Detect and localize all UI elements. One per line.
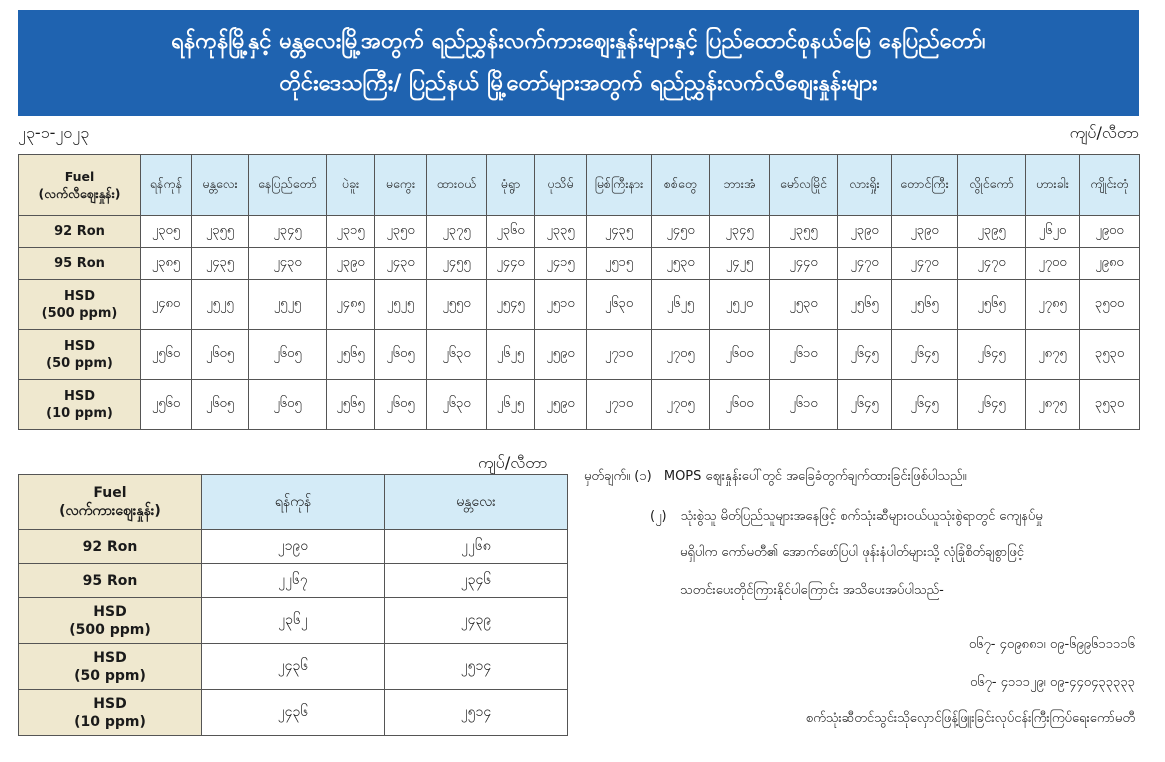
price-cell: ၂၄၈၀ [141, 280, 192, 330]
price-row [19, 330, 1140, 380]
price-row [19, 280, 1140, 330]
fuel-type-spec: (50 ppm) [74, 667, 146, 684]
price-cell: ၂၅၁၀ [535, 280, 587, 330]
price-cell: ၂၃၉၀ [327, 248, 375, 280]
price-cell: ၂၃၉၀ [838, 216, 892, 248]
fuel-type-name: HSD [63, 288, 96, 304]
fuel-type-name: 95 Ron [54, 256, 105, 271]
price-cell: ၂၅၁၄ [385, 644, 568, 690]
date-label: ၂၃-၁-၂၀၂၃ [18, 123, 90, 142]
city-header: လွိုင်ကော် [958, 155, 1026, 216]
price-cell: ၂၄၅၅ [427, 248, 487, 280]
price-cell: ၂၇၁၀ [587, 380, 652, 430]
city-header: နေပြည်တော် [249, 155, 327, 216]
city-header: မန္တလေး [385, 475, 568, 530]
fuel-type-name: HSD [93, 649, 127, 666]
price-cell: ၂၆၂၅ [487, 380, 535, 430]
price-cell: ၂၄၇၀ [958, 248, 1026, 280]
fuel-header-text: Fuel [64, 169, 95, 184]
fuel-type-name: HSD [63, 388, 96, 404]
note-2-number: (၂) [650, 509, 667, 524]
fuel-type-cell [19, 564, 202, 598]
city-header: မန္တလေး [192, 155, 249, 216]
fuel-type-cell [19, 690, 202, 736]
city-header: ကျိုင်းတုံ [1080, 155, 1140, 216]
price-cell: ၂၆၄၅ [838, 380, 892, 430]
price-cell: ၂၈၇၅ [1026, 330, 1080, 380]
price-cell: ၂၇၀၀ [1026, 248, 1080, 280]
price-cell: ၂၄၃၉ [385, 598, 568, 644]
retail-price-table [18, 154, 1140, 430]
fuel-type-cell [19, 598, 202, 644]
price-cell: ၂၂၆၈ [385, 530, 568, 564]
price-cell: ၂၅၆၅ [838, 280, 892, 330]
price-cell: ၂၅၉၀ [535, 380, 587, 430]
fuel-type-cell [19, 330, 141, 380]
price-row [19, 380, 1140, 430]
price-cell: ၂၃၄၅ [710, 216, 770, 248]
price-row [19, 248, 1140, 280]
price-cell: ၂၆၂၀ [1026, 216, 1080, 248]
price-cell: ၂၆၃၀ [587, 280, 652, 330]
wholesale-price-table [18, 474, 568, 736]
price-cell: ၂၉၀၀ [1080, 216, 1140, 248]
committee-name: စက်သုံးဆီတင်သွင်းသိုလှောင်ဖြန့်ဖြူးခြင်းလုပ်ငန်းကြီးကြပ်ရေးကော်မတီ [805, 711, 1135, 726]
price-row [19, 530, 568, 564]
city-header: ထားဝယ် [427, 155, 487, 216]
price-cell: ၂၅၃၀ [770, 280, 838, 330]
price-cell: ၂၆၀၀ [710, 330, 770, 380]
price-cell: ၂၆၀၅ [249, 330, 327, 380]
notes-label: မှတ်ချက်။ [584, 469, 631, 484]
price-cell: ၂၄၃၅ [192, 248, 249, 280]
price-cell: ၂၆၄၅ [838, 330, 892, 380]
price-cell: ၂၅၆၅ [892, 280, 958, 330]
price-cell: ၂၄၇၀ [838, 248, 892, 280]
fuel-type-spec: (500 ppm) [69, 621, 151, 638]
price-cell: ၂၆၁၀ [770, 330, 838, 380]
phone-line-1: ၀၆၇- ၄၀၉၈၈၁၊ ၀၉-၆၉၉၆၁၁၁၁၆ [968, 637, 1135, 652]
price-cell: ၂၅၆၅ [958, 280, 1026, 330]
fuel-header-subtext: (လက်လီဈေးနှုန်း) [38, 186, 121, 201]
price-cell: ၂၅၆၀ [141, 330, 192, 380]
price-cell: ၂၃၉၀ [892, 216, 958, 248]
price-cell: ၂၆၀၅ [192, 380, 249, 430]
note-2 [650, 508, 1043, 527]
price-cell: ၂၃၁၅ [327, 216, 375, 248]
note-1-number: (၁) [634, 469, 652, 484]
price-cell: ၂၅၆၅ [327, 380, 375, 430]
price-cell: ၂၂၆၇ [202, 564, 385, 598]
price-cell: ၂၇၀၅ [652, 380, 710, 430]
price-cell: ၂၆၄၅ [958, 330, 1026, 380]
price-cell: ၂၅၉၀ [535, 330, 587, 380]
fuel-type-name: HSD [93, 695, 127, 712]
city-header: ပဲခူး [327, 155, 375, 216]
city-header: မကွေး [375, 155, 427, 216]
fuel-header-subtext: (လက်ကားဈေးနှုန်း) [59, 503, 161, 519]
price-cell: ၂၆၀၅ [249, 380, 327, 430]
price-cell: ၂၆၀၀ [710, 380, 770, 430]
fuel-type-name: HSD [63, 338, 96, 354]
price-cell: ၂၆၂၅ [487, 330, 535, 380]
price-cell: ၂၅၅၀ [427, 280, 487, 330]
price-cell: ၂၃၄၅ [249, 216, 327, 248]
phone-line-2: ၀၆၇- ၄၁၁၁၂၉၊ ၀၉-၄၄၀၄၃၃၃၃၃ [969, 675, 1135, 690]
price-cell: ၃၅၃၀ [1080, 380, 1140, 430]
fuel-type-spec: (10 ppm) [46, 405, 113, 421]
price-cell: ၂၄၇၀ [892, 248, 958, 280]
price-cell: ၂၄၄၀ [487, 248, 535, 280]
price-cell: ၂၃၃၅ [535, 216, 587, 248]
retail-header-row [19, 155, 1140, 216]
fuel-type-name: 95 Ron [82, 572, 138, 589]
price-cell: ၂၃၆၂ [202, 598, 385, 644]
title-banner [18, 10, 1139, 116]
fuel-column-header [19, 475, 202, 530]
price-cell: ၂၃၄၆ [385, 564, 568, 598]
price-cell: ၃၅၀၀ [1080, 280, 1140, 330]
note-1-text: MOPS ဈေးနှုန်းပေါ်တွင် အခြေခံတွက်ချက်ထားခြင်းဖြစ်ပါသည်။ [663, 469, 967, 484]
price-cell: ၂၉၈၀ [1080, 248, 1140, 280]
city-header: ရန်ကုန် [202, 475, 385, 530]
price-row [19, 690, 568, 736]
price-cell: ၂၆၃၀ [427, 330, 487, 380]
fuel-column-header [19, 155, 141, 216]
city-header: မြစ်ကြီးနား [587, 155, 652, 216]
price-cell: ၂၆၄၅ [892, 380, 958, 430]
city-header: ရန်ကုန် [141, 155, 192, 216]
price-cell: ၂၄၃၆ [202, 644, 385, 690]
city-header: မော်လမြိုင် [770, 155, 838, 216]
price-cell: ၂၄၁၅ [535, 248, 587, 280]
price-cell: ၂၃၇၅ [427, 216, 487, 248]
city-header: တောင်ကြီး [892, 155, 958, 216]
price-cell: ၂၆၁၀ [770, 380, 838, 430]
wholesale-header-row [19, 475, 568, 530]
price-cell: ၂၅၁၄ [385, 690, 568, 736]
fuel-type-name: 92 Ron [54, 224, 105, 239]
price-row [19, 598, 568, 644]
retail-unit-label: ကျပ်/လီတာ [1069, 123, 1139, 142]
fuel-type-cell [19, 530, 202, 564]
price-row [19, 564, 568, 598]
price-cell: ၂၄၃၀ [249, 248, 327, 280]
city-header: ပုသိမ် [535, 155, 587, 216]
wholesale-unit-label: ကျပ်/လီတာ [478, 453, 548, 472]
price-cell: ၂၄၅၀ [652, 216, 710, 248]
price-cell: ၂၆၀၅ [192, 330, 249, 380]
price-cell: ၂၁၉၀ [202, 530, 385, 564]
price-cell: ၂၅၆၅ [327, 330, 375, 380]
city-header: လားရှိုး [838, 155, 892, 216]
price-cell: ၂၅၄၅ [487, 280, 535, 330]
note-2-line-3: သတင်းပေးတိုင်ကြားနိုင်ပါကြောင်း အသိပေးအပ်ပါသည်- [680, 583, 944, 598]
price-cell: ၂၇၈၅ [1026, 280, 1080, 330]
note-2-line-1: သုံးစွဲသူ မိတ်ပြည်သူများအနေဖြင့် စက်သုံးဆီများဝယ်ယူသုံးစွဲရာတွင် ကျေနပ်မှု [680, 509, 1043, 524]
price-cell: ၂၃၈၅ [141, 248, 192, 280]
price-row [19, 216, 1140, 248]
price-cell: ၂၃၅၅ [192, 216, 249, 248]
fuel-type-cell [19, 644, 202, 690]
fuel-type-name: 92 Ron [82, 538, 138, 555]
price-cell: ၂၆၀၅ [375, 380, 427, 430]
note-1 [584, 468, 967, 487]
fuel-type-cell [19, 280, 141, 330]
fuel-type-spec: (50 ppm) [46, 355, 113, 371]
fuel-type-cell [19, 216, 141, 248]
fuel-type-spec: (10 ppm) [74, 713, 146, 730]
price-cell: ၂၄၈၅ [327, 280, 375, 330]
price-cell: ၂၆၂၅ [652, 280, 710, 330]
price-cell: ၂၅၁၅ [587, 248, 652, 280]
price-cell: ၂၇၀၅ [652, 330, 710, 380]
fuel-type-name: HSD [93, 603, 127, 620]
price-cell: ၂၃၆၀ [487, 216, 535, 248]
price-cell: ၂၅၂၀ [710, 280, 770, 330]
price-cell: ၂၄၃၆ [202, 690, 385, 736]
price-cell: ၂၈၇၅ [1026, 380, 1080, 430]
fuel-type-cell [19, 248, 141, 280]
note-2-line-2: မရှိပါက ကော်မတီ၏ အောက်ဖော်ပြပါ ဖုန်းနံပါတ်များသို့ လုံခြုံစိတ်ချစွာဖြင့် [680, 545, 1024, 560]
price-cell: ၂၄၃၀ [375, 248, 427, 280]
city-header: ဘားအံ [710, 155, 770, 216]
title-line-2: တိုင်းဒေသကြီး/ ပြည်နယ် မြို့တော်များအတွက် ရည်ညွှန်းလက်လီဈေးနှုန်းများ [279, 71, 878, 96]
price-cell: ၃၅၃၀ [1080, 330, 1140, 380]
title-line-1: ရန်ကုန်မြို့နှင့် မန္တလေးမြို့အတွက် ရည်ညွှန်းလက်ကားဈေးနှုန်းများနှင့် ပြည်ထောင်စုနယ်မြေ နေပြည်တော်၊ [171, 29, 986, 54]
city-header: မုံရွာ [487, 155, 535, 216]
city-header: စစ်တွေ [652, 155, 710, 216]
price-cell: ၂၆၀၅ [375, 330, 427, 380]
fuel-type-cell [19, 380, 141, 430]
price-cell: ၂၆၄၅ [958, 380, 1026, 430]
price-cell: ၂၅၂၅ [249, 280, 327, 330]
price-cell: ၂၄၂၅ [710, 248, 770, 280]
city-header: ဟားခါး [1026, 155, 1080, 216]
price-cell: ၂၃၅၀ [375, 216, 427, 248]
fuel-header-text: Fuel [93, 485, 127, 501]
price-cell: ၂၃၉၅ [958, 216, 1026, 248]
price-cell: ၂၄၃၅ [587, 216, 652, 248]
price-cell: ၂၅၆၀ [141, 380, 192, 430]
price-cell: ၂၃၀၅ [141, 216, 192, 248]
price-cell: ၂၅၂၅ [375, 280, 427, 330]
price-cell: ၂၆၄၅ [892, 330, 958, 380]
price-cell: ၂၇၁၀ [587, 330, 652, 380]
price-cell: ၂၅၃၀ [652, 248, 710, 280]
price-row [19, 644, 568, 690]
fuel-type-spec: (500 ppm) [41, 305, 118, 321]
price-cell: ၂၃၅၅ [770, 216, 838, 248]
price-cell: ၂၄၄၀ [770, 248, 838, 280]
price-cell: ၂၅၂၅ [192, 280, 249, 330]
price-cell: ၂၆၃၀ [427, 380, 487, 430]
